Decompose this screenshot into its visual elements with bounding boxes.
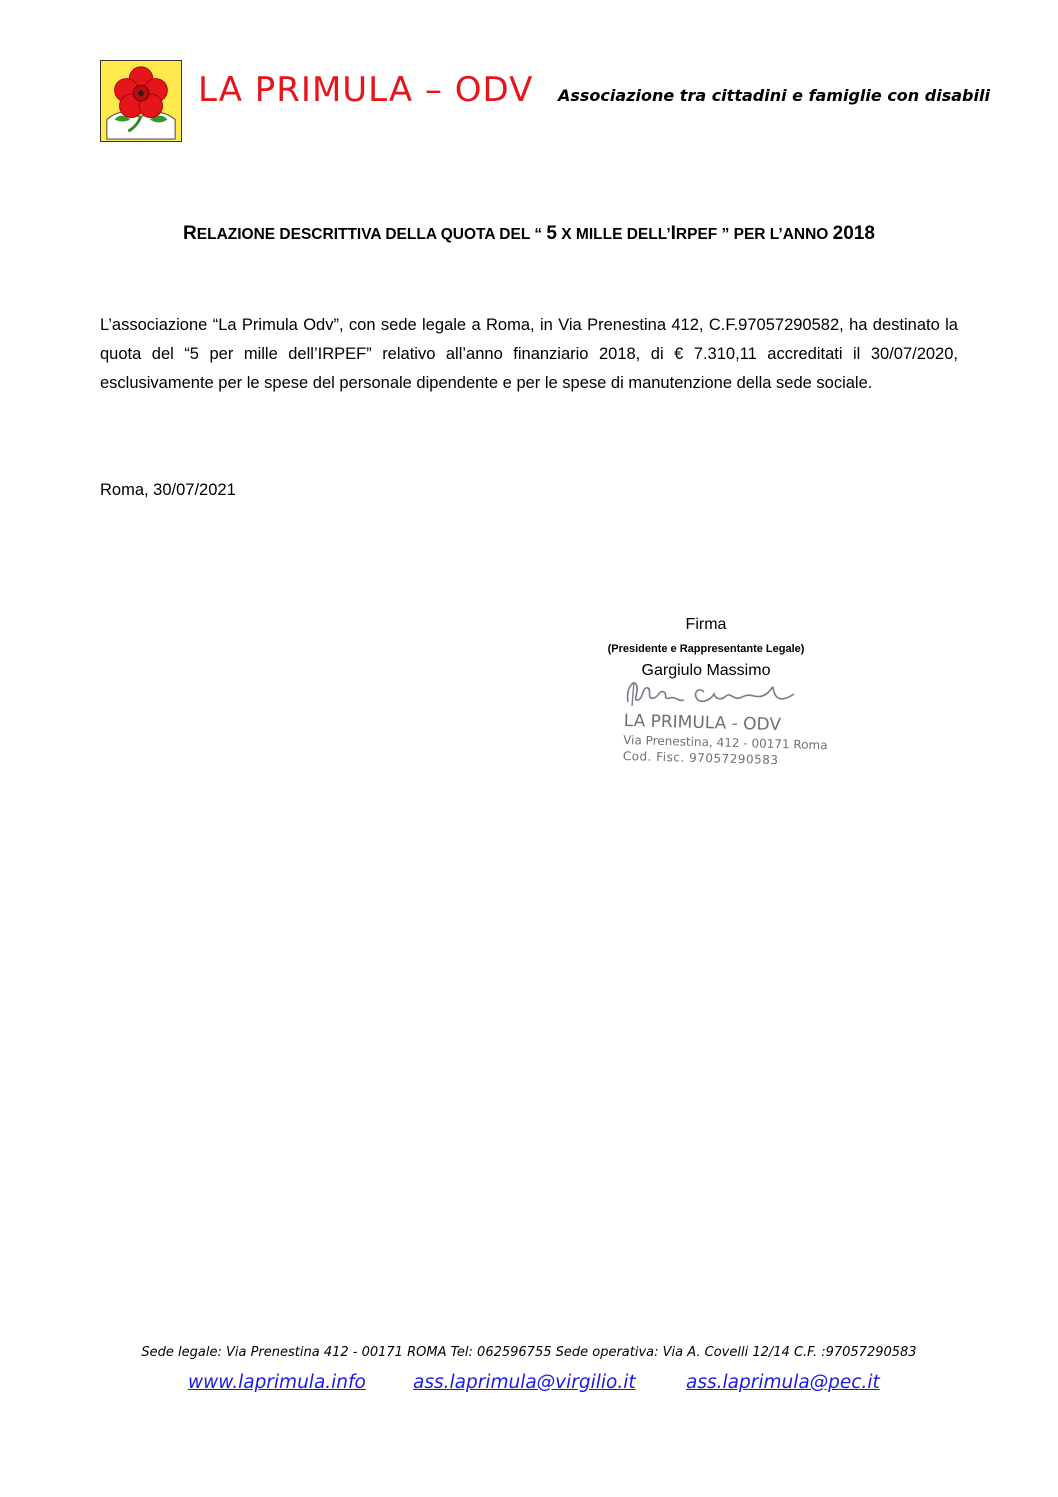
title-num5: 5 bbox=[546, 223, 557, 244]
organization-name: LA PRIMULA – ODV bbox=[198, 70, 534, 110]
stamp-line-1: LA PRIMULA - ODV bbox=[623, 710, 782, 736]
email-link[interactable]: ass.laprimula@virgilio.it bbox=[413, 1372, 636, 1393]
primula-flower-logo-icon bbox=[100, 60, 182, 142]
body-paragraph: L’associazione “La Primula Odv”, con sede legale a Roma, in Via Prenestina 412, C.F.97057290582, ha destinato la quota del “5 per mille dell’IRPEF” relativo all’anno finanziario 2018, di € 7.310,11 accreditati il 30/07/2020, esclusivamente per le spese del personale dipendente e per le spese di manutenzione della sede sociale. bbox=[100, 316, 958, 392]
footer-links bbox=[100, 1370, 958, 1398]
document-title bbox=[100, 222, 958, 247]
title-part1: ELAZIONE DESCRITTIVA DELLA QUOTA DEL “ bbox=[196, 226, 547, 243]
website-link[interactable]: www.laprimula.info bbox=[188, 1372, 366, 1393]
stamp-line-2: Via Prenestina, 412 - 00171 Roma bbox=[623, 732, 828, 753]
association-stamp bbox=[622, 710, 828, 769]
stamp-line-3: Cod. Fisc. 97057290583 bbox=[622, 748, 779, 768]
footer-address: Sede legale: Via Prenestina 412 - 00171 ROMA Tel: 062596755 Sede operativa: Via A. Covelli 12/14 C.F. :97057290583 bbox=[141, 1345, 917, 1360]
title-part3: RPEF bbox=[675, 226, 718, 243]
title-cap-i: I bbox=[670, 223, 676, 244]
title-part4: ” PER L’ANNO bbox=[717, 226, 833, 243]
signature-role: (Presidente e Rappresentante Legale) bbox=[607, 643, 805, 655]
title-part2: X MILLE DELL’ bbox=[556, 226, 671, 243]
handwritten-signature-icon bbox=[622, 672, 802, 712]
place-and-date: Roma, 30/07/2021 bbox=[100, 481, 236, 499]
title-year: 2018 bbox=[832, 223, 875, 244]
signature-label: Firma bbox=[685, 616, 727, 633]
organization-tagline: Associazione tra cittadini e famiglie con disabili bbox=[558, 86, 990, 105]
title-cap: R bbox=[183, 223, 197, 244]
signatory-name: Gargiulo Massimo bbox=[641, 662, 771, 679]
pec-email-link[interactable]: ass.laprimula@pec.it bbox=[686, 1372, 880, 1393]
